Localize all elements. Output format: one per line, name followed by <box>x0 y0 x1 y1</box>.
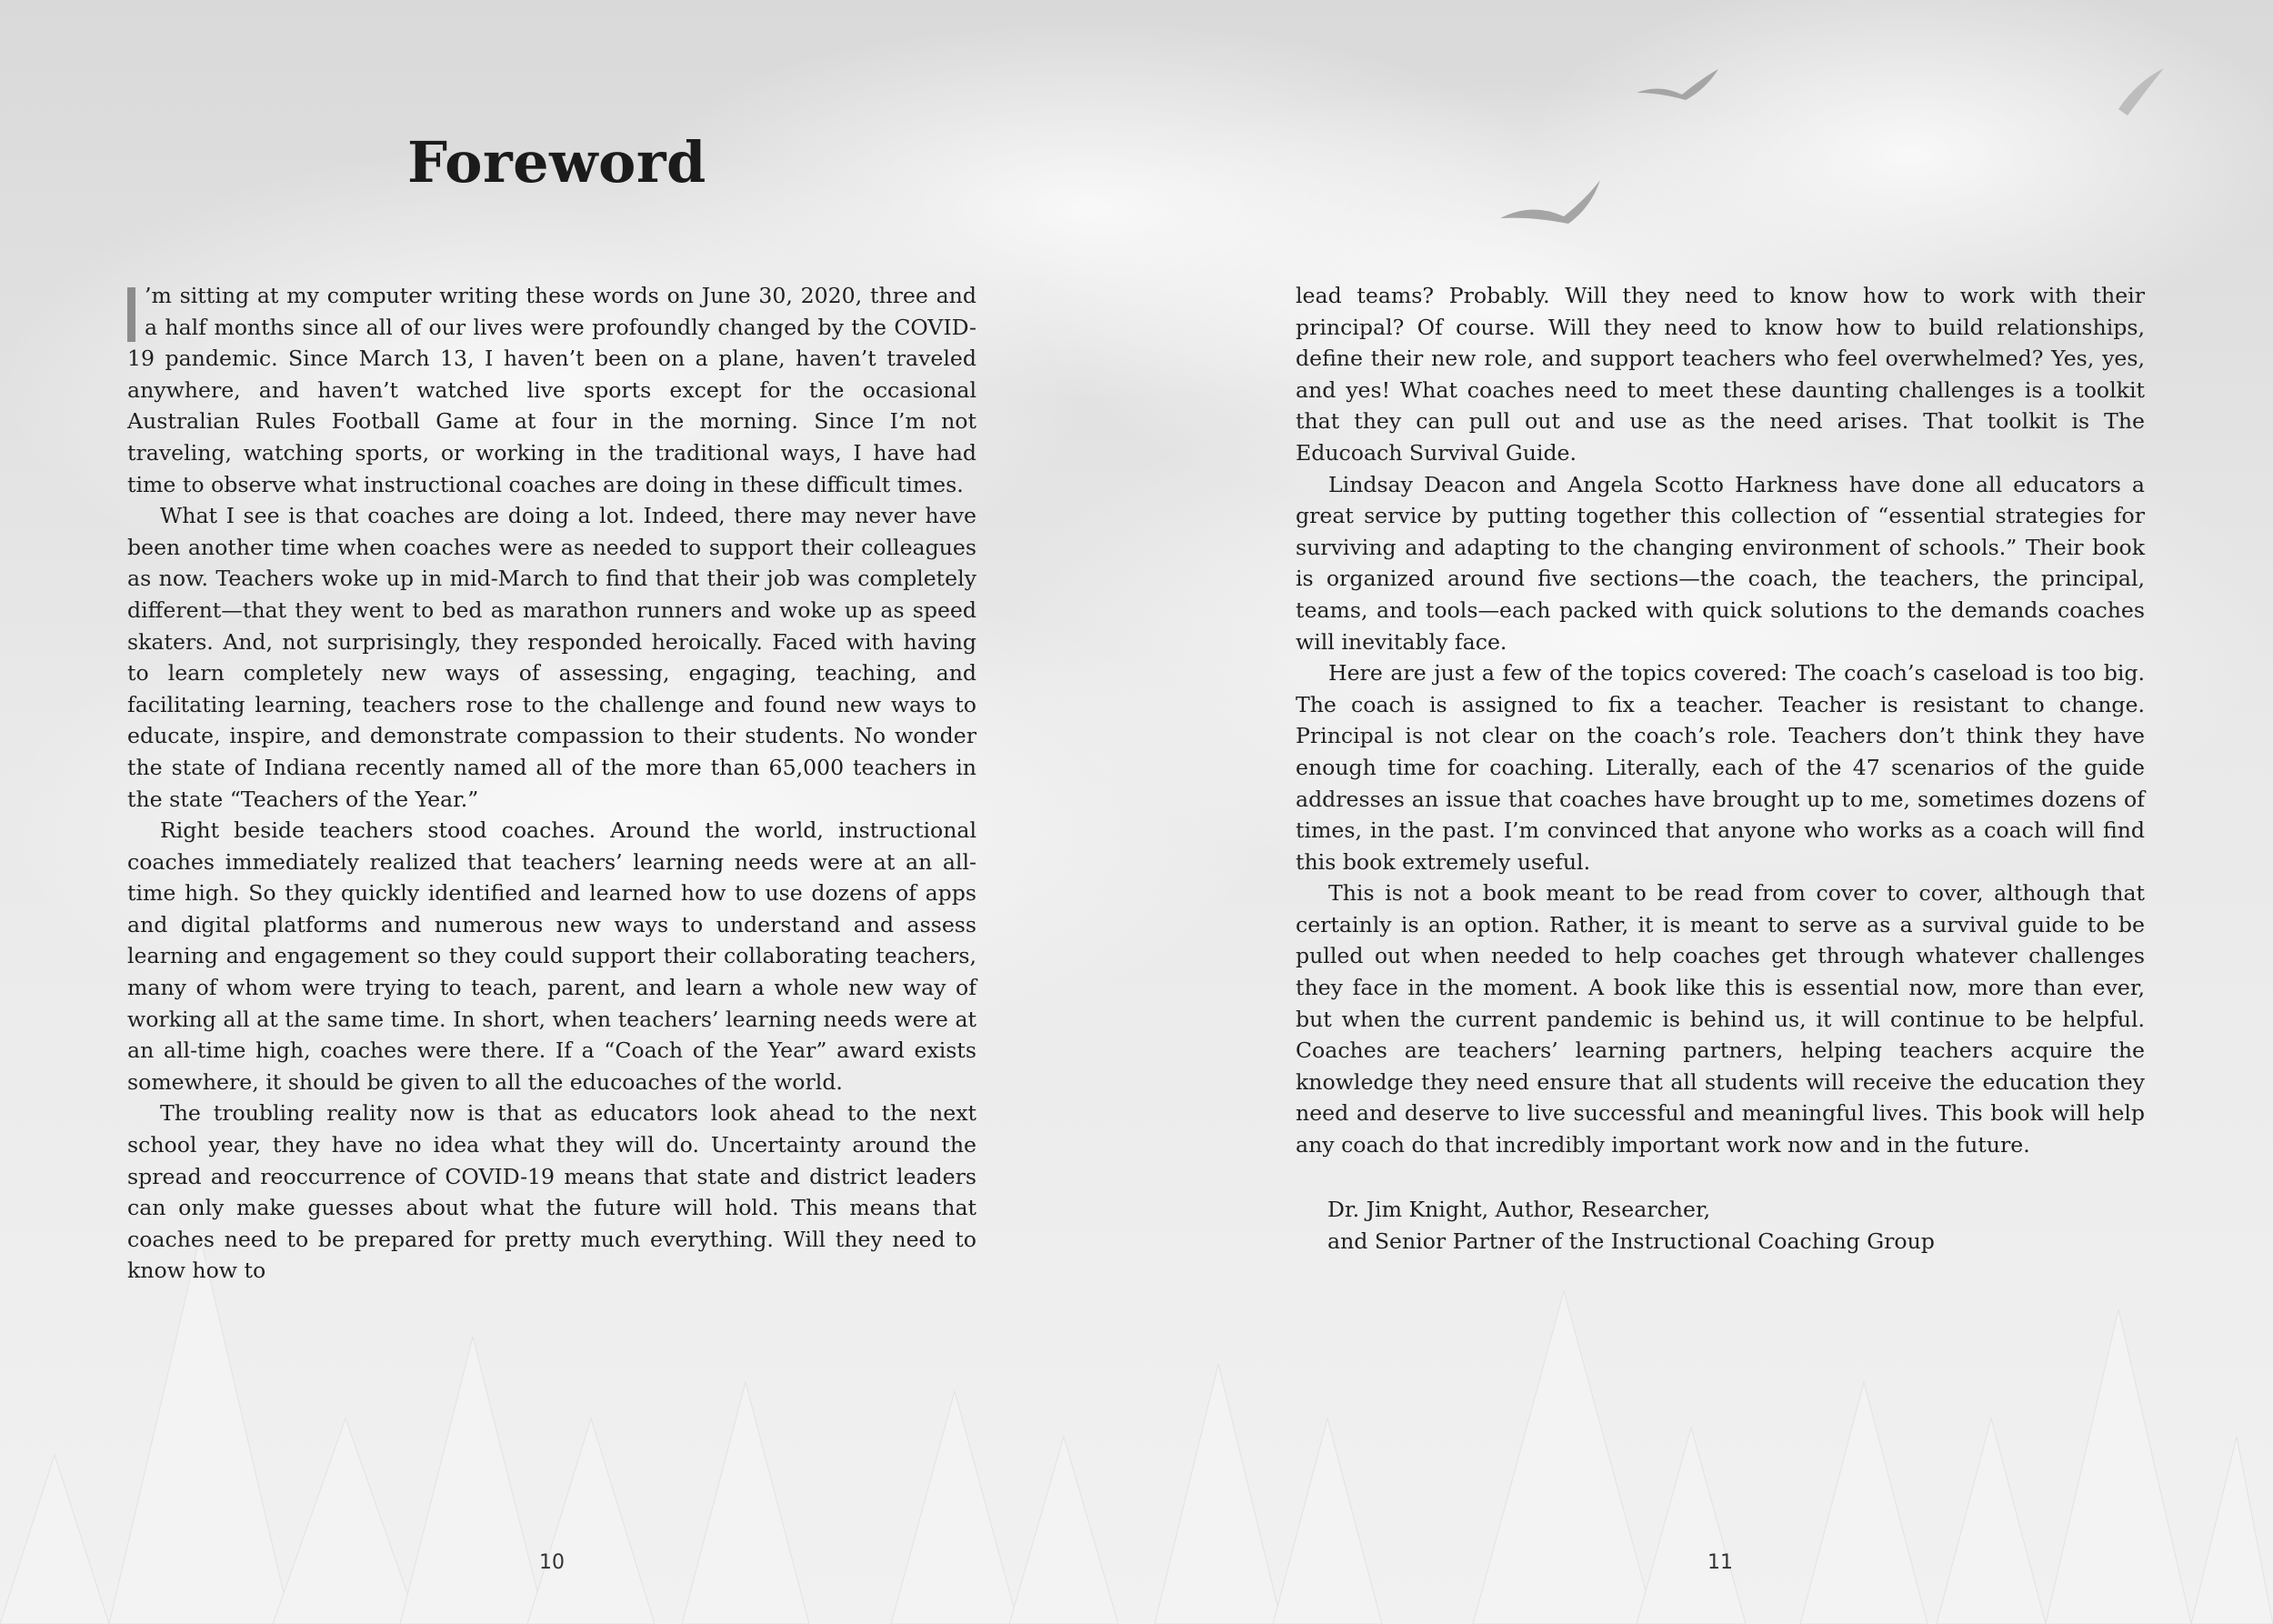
paragraph-text: ’m sitting at my computer writing these words on June 30, 2020, three and a half months since all of our lives were profoundly changed by the COVID-19 pandemic. Since March 13, I haven’t been on a plane, haven’t traveled anywhere, and haven’t watched live sports except for the occasional Australian Rules Football Game at four in the morning. Since I’m not traveling, watching sports, or working in the traditional ways, I have had time to observe what instructional coaches are doing in these difficult times. <box>127 283 976 497</box>
left-text-column <box>127 280 976 1287</box>
page-title: Foreword <box>407 129 706 195</box>
paragraph: What I see is that coaches are doing a lot. Indeed, there may never have been another time when coaches were as needed to support their colleagues as now. Teachers woke up in mid-March to find that their job was completely different—that they went to bed as marathon runners and woke up as speed skaters. And, not surprisingly, they responded heroically. Faced with having to learn completely new ways of assessing, engaging, teaching, and facilitating learning, teachers rose to the challenge and found new ways to educate, inspire, and demonstrate compassion to their students. No wonder the state of Indiana recently named all of the more than 65,000 teachers in the state “Teachers of the Year.” <box>127 503 976 812</box>
paragraph: Lindsay Deacon and Angela Scotto Harkness have done all educators a great service by putting together this collection of “essential strategies for surviving and adapting to the changing environment of schools.” Their book is organized around five sections—the coach, the teachers, the principal, teams, and tools—each packed with quick solutions to the demands coaches will inevitably face. <box>1296 471 2145 655</box>
signature-line: Dr. Jim Knight, Author, Researcher, <box>1327 1197 1711 1222</box>
signature-line: and Senior Partner of the Instructional Coaching Group <box>1327 1228 1935 1254</box>
paragraph: Here are just a few of the topics covered: The coach’s caseload is too big. The coach is assigned to fix a teacher. Teacher is resistant to change. Principal is not clear on the coach’s role. Teachers don’t think they have enough time for coaching. Literally, each of the 47 scenarios of the guide addresses an issue that coaches have brought up to me, sometimes dozens of times, in the past. I’m convinced that anyone who works as a coach will find this book extremely useful. <box>1296 660 2145 875</box>
paragraph: Right beside teachers stood coaches. Around the world, instructional coaches immediately realized that teachers’ learning needs were at an all-time high. So they quickly identified and learned how to use dozens of apps and digital platforms and numerous new ways to understand and assess learning and engagement so they could support their collaborating teachers, many of whom were trying to teach, parent, and learn a whole new way of working all at the same time. In short, when teachers’ learning needs were at an all-time high, coaches were there. If a “Coach of the Year” award exists somewhere, it should be given to all the educoaches of the world. <box>127 817 976 1095</box>
dropcap-letter <box>127 287 135 342</box>
right-text-column <box>1296 280 2145 1161</box>
page-number: 10 <box>539 1551 565 1574</box>
paragraph: lead teams? Probably. Will they need to know how to work with their principal? Of course. Will they need to know how to build relationships, define their new role, and support teachers who feel overwhelmed? Yes, yes, and yes! What coaches need to meet these daunting challenges is a toolkit that they can pull out and use as the need arises. That toolkit is The Educoach Survival Guide. <box>1296 283 2145 466</box>
page-number: 11 <box>1707 1551 1733 1574</box>
paragraph: The troubling reality now is that as educators look ahead to the next school year, they have no idea what they will do. Uncertainty around the spread and reoccurrence of COVID-19 means that state and district leaders can only make guesses about what the future will hold. This means that coaches need to be prepared for pretty much everything. Will they need to know how to <box>127 1100 976 1284</box>
signature-block <box>1327 1194 1935 1258</box>
paragraph: This is not a book meant to be read from cover to cover, although that certainly is an option. Rather, it is meant to serve as a survival guide to be pulled out when needed to help coaches get through whatever challenges they face in the moment. A book like this is essential now, more than ever, but when the current pandemic is behind us, it will continue to be helpful. Coaches are teachers’ learning partners, helping teachers acquire the knowledge they need ensure that all students will receive the education they need and deserve to live successful and meaningful lives. This book will help any coach do that incredibly important work now and in the future. <box>1296 880 2145 1158</box>
left-page <box>0 0 1136 1624</box>
paragraph <box>127 280 976 500</box>
